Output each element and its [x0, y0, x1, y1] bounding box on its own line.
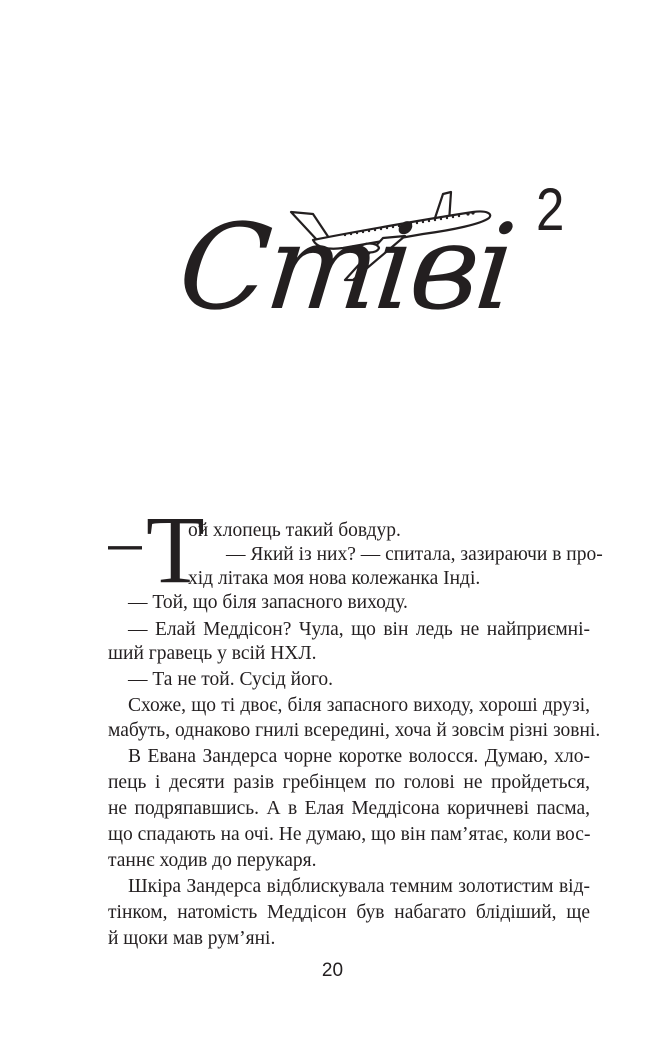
text-line: ой хлопець такий бовдур.: [188, 520, 401, 541]
chapter-title: Стіві: [172, 198, 519, 336]
text-line: й щоки мав рум’яні.: [108, 928, 276, 949]
text-line: пець і десяти разів гребінцем по голові не пройдеться,: [108, 772, 590, 793]
text-line: таннє ходив до перукаря.: [108, 850, 317, 871]
text-line: — Той, що біля запасного виходу.: [128, 592, 408, 613]
dropcap-dash: —: [108, 527, 142, 565]
text-line: Шкіра Зандерса відблискувала темним золотистим від-: [128, 876, 590, 897]
page-number: 20: [321, 960, 344, 981]
text-line: що спадають на очі. Не думаю, що він пам’ятає, коли вос-: [108, 824, 591, 845]
text-line: не подряпавшись. А в Елая Меддісона коричневі пасма,: [108, 798, 590, 819]
text-line: — Та не той. Сусід його.: [128, 669, 333, 690]
text-line: В Евана Зандерса чорне коротке волосся. Думаю, хло-: [128, 746, 590, 767]
chapter-number: 2: [536, 176, 565, 243]
text-line: — Який із них? — спитала, зазираючи в про-: [226, 544, 603, 565]
text-line: тінком, натомість Меддісон був набагато блідіший, ще: [108, 902, 590, 923]
text-line: мабуть, однаково гнилі всередині, хоча й зовсім різні зовні.: [108, 720, 601, 741]
text-line: хід літака моя нова колежанка Інді.: [188, 568, 481, 589]
dropcap-letter: Т: [146, 496, 205, 603]
text-line: — Елай Меддісон? Чула, що він ледь не найприємні-: [128, 619, 590, 640]
text-line: ший гравець у всій НХЛ.: [108, 643, 317, 664]
text-line: Схоже, що ті двоє, біля запасного виходу, хороші друзі,: [128, 695, 590, 716]
